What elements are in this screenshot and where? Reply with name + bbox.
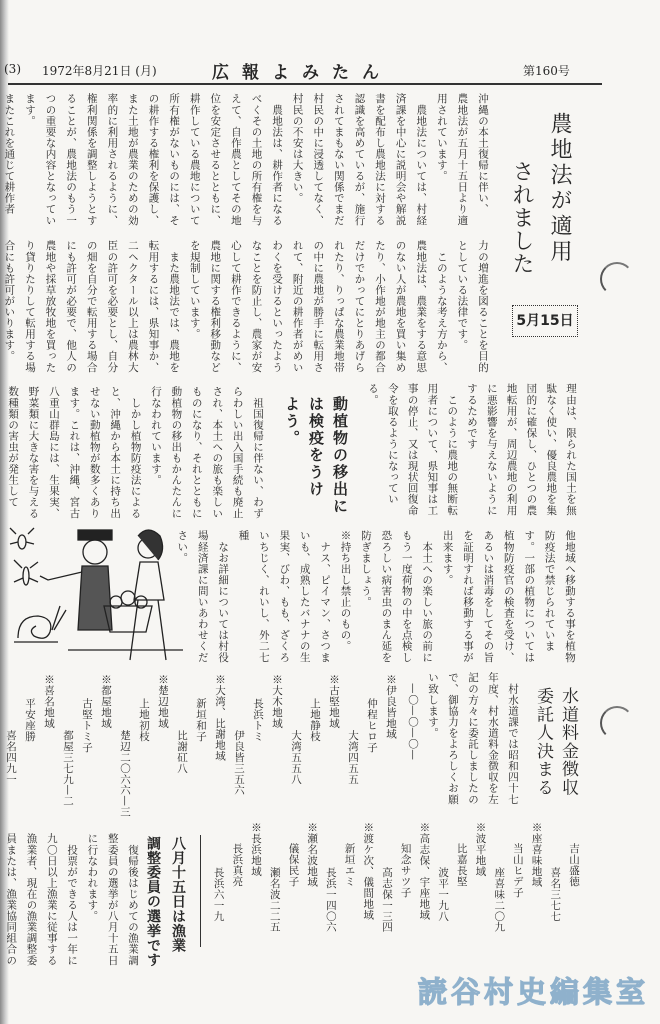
text-column: 済課を中心に説明会や解説: [394, 93, 407, 226]
headline-line: 動植物の移出に: [331, 396, 349, 515]
collector-list-b: [209, 822, 583, 952]
text-column: る。: [367, 383, 380, 406]
text-column: にも許可が必要で、他人の: [65, 240, 78, 373]
collector-area: ※長浜地域: [250, 822, 263, 877]
fishery-article-body: [1, 833, 143, 966]
text-column: ます。: [23, 93, 36, 127]
farmland-article-tier1: [0, 93, 493, 228]
text-column: 農地法は、耕作者になる: [271, 93, 284, 226]
text-column: いも、成熟したバナナの生: [298, 530, 311, 663]
text-column: 耕作している農地について: [188, 93, 201, 226]
farmland-article-tier2: [0, 240, 493, 375]
text-column: れたり、りっぱな農業地帯: [332, 240, 345, 373]
text-column: また農地法では、農地を: [168, 240, 181, 373]
text-column: の中に農地が勝手に転用さ: [312, 240, 325, 373]
collector-name: 平安座勝: [24, 698, 36, 742]
collector-name: 長浜トミ: [252, 698, 264, 742]
text-column: い致します。: [427, 672, 439, 739]
text-column: えて、自作農としてその地: [229, 93, 242, 226]
archive-watermark: 読谷村史編集室: [418, 975, 650, 1009]
text-column: に悪影響を与えないように: [485, 383, 498, 516]
text-column: このような考え方から、: [435, 240, 448, 373]
text-column: 野菜類に大きな害を与える: [27, 386, 40, 519]
headline-line: よう。: [283, 396, 301, 447]
insect-icon: [10, 528, 34, 549]
collector-list-a: [1, 674, 400, 824]
text-column: 年度、村水道料金徴収を左: [487, 672, 499, 805]
collector-name: 上地初枝: [138, 698, 150, 742]
issue-number: 第160号: [523, 64, 570, 78]
collector-name: 知念サツ子: [399, 843, 412, 898]
officer-figure: [40, 530, 112, 630]
collector-address: 喜名四九一: [5, 730, 17, 785]
text-column: 果実、びわ、もも、ざくろ: [278, 530, 291, 663]
collector-address: 伊良皆三五六: [233, 730, 245, 796]
page-number: (3): [4, 62, 21, 76]
text-column: ナス、ピイマン、さつま: [319, 530, 332, 663]
collector-area: ※都屋地域: [100, 674, 112, 729]
title-line: 水道料金徴収: [558, 687, 578, 797]
text-column: 農地法については、村経: [415, 93, 428, 226]
title-line: 農地法が適用: [547, 112, 572, 265]
quarantine-body-a: [3, 386, 268, 526]
text-column: 投票ができる人は一年に: [66, 833, 79, 966]
text-column: 復帰後はじめての漁業調: [127, 833, 139, 966]
text-column: 臣の許可を必要とし、自分: [106, 240, 119, 373]
text-column: と、沖縄から本土に持ち出: [109, 386, 122, 519]
text-column: 農地法は、農業をする意思: [415, 240, 428, 373]
newspaper-title: 広報よみたん: [212, 63, 392, 83]
farmland-article-title: [502, 112, 578, 275]
collector-area: ※古堅地域: [328, 674, 340, 729]
text-column: 村民の不安は大きい。: [291, 93, 304, 204]
collector-name: 長浜真亮: [231, 843, 244, 887]
text-column: の畑を自分で転用する場合: [85, 240, 98, 373]
text-column: 他地域へ移動する事を植物: [564, 530, 576, 663]
text-column: で、御協力をよろしくお願: [447, 672, 459, 805]
text-column: 地転用が、周辺農地の利用: [505, 383, 518, 516]
text-column: 認識を高めているが、施行: [353, 93, 366, 226]
text-column: 令を取るようになってい: [386, 383, 399, 505]
text-column: 率的に利用されるように、: [106, 93, 119, 226]
text-column: 二ヘクタール以上は農林大: [126, 240, 139, 373]
collector-address: 大湾四五五: [347, 730, 359, 785]
collector-address: 波平一九八: [437, 867, 450, 922]
text-column: 数種類の害虫が発生して: [7, 386, 20, 508]
text-column: り貸りたりして転用する場: [23, 240, 36, 373]
text-column: 事の停止、又は現状回復命: [406, 383, 419, 516]
farmland-article-tier3: [362, 383, 580, 523]
text-column: されてまもない関係でまだ: [332, 93, 345, 226]
text-column: ます。これは、沖縄、宮古: [68, 386, 81, 519]
collector-area: ※高志保、宇座地域: [418, 822, 431, 921]
text-column: ※持ち出し禁止のもの。: [339, 530, 352, 652]
collector-address: 比謝矼八: [176, 730, 188, 774]
text-column: 村水道課では昭和四十七: [507, 672, 519, 805]
insect-icon: [14, 560, 38, 585]
collector-address: 喜名三七七: [549, 867, 562, 922]
text-column: ものになり、それとともに: [190, 386, 203, 519]
text-column: このように農地の無断転: [446, 383, 459, 516]
title-line: 調整委員の選挙です: [145, 836, 161, 968]
text-column: 農地に関する権利移動など: [209, 240, 222, 373]
collector-area: ※瀬名波地域: [306, 822, 319, 888]
text-column: 本土への楽しい旅の前に: [421, 530, 434, 663]
collector-address: 都屋三七九—二: [62, 730, 74, 807]
text-column: 場経済課に問いあわせくだ: [196, 530, 209, 663]
collector-address: 高志保一三四: [380, 867, 393, 933]
text-column: 整委員の選挙が八月十五日: [106, 833, 119, 966]
text-column: 動植物の移出もかんたんに: [170, 386, 183, 519]
quarantine-headline: [280, 396, 352, 515]
text-column: つの重要な内容となってい: [44, 93, 57, 226]
text-column: れて、附近の耕作者がめい: [291, 240, 304, 373]
text-column: 九〇日以上漁業に従事する: [45, 833, 58, 966]
title-line: されました: [509, 160, 534, 275]
collector-name: 仲程ヒロ子: [366, 698, 378, 753]
collector-area: ※楚辺地域: [157, 674, 169, 729]
collector-name: 当山ヒデ子: [511, 843, 524, 898]
text-column: を証明すれば移動する事が: [461, 530, 474, 663]
text-column: また土地が農業のための効: [126, 93, 139, 226]
collector-name: 新垣エミ: [343, 843, 356, 887]
text-column: の耕作する権利を保護し、: [147, 93, 160, 226]
text-column: 行なわれています。: [149, 386, 162, 486]
collector-area: ※喜名地域: [43, 674, 55, 729]
collector-area: ※渡ケ次、儀間地域: [362, 822, 375, 921]
text-column: 団的に確保し、ひとつの農: [525, 383, 538, 516]
text-column: 位を安定させるとともに、: [209, 93, 222, 226]
text-column: 心して耕作できるように、: [229, 240, 242, 373]
issue-date: 1972年8月21日 (月): [42, 64, 157, 78]
collector-address: 座喜味二〇九: [493, 867, 506, 933]
text-column: たり、小作地が地主の都合: [374, 240, 387, 373]
text-column: 所有権がないものには、そ: [168, 93, 181, 226]
text-column: またこれを通じて耕作者: [3, 93, 16, 215]
collector-address: 大湾五五八: [290, 730, 302, 785]
fishery-article-title: [140, 836, 190, 967]
text-column: しかし植物防疫法による: [129, 386, 142, 519]
text-column: べくその土地の所有権を与: [250, 93, 263, 226]
text-column: なお詳細については村役: [217, 530, 230, 663]
text-column: 八重山群島には、生果実、: [47, 386, 60, 519]
text-column: 種: [237, 530, 250, 542]
collector-name: 古堅トミ子: [81, 698, 93, 753]
text-column: 農地や採草放牧地を買った: [44, 240, 57, 373]
text-column: いちじく、れいし、外二七: [257, 530, 270, 663]
text-column: 駄なく使い、優良農地を集: [545, 383, 558, 516]
text-column: ることが、農地法のもう一: [65, 93, 78, 226]
text-column: 力の増進を図ることを目的: [477, 240, 489, 373]
text-column: としている法律です。: [456, 240, 469, 351]
water-article-body: [403, 672, 523, 817]
collector-name: 上地静枝: [309, 698, 321, 742]
text-column: を規制しています。: [188, 240, 201, 340]
text-column: あるいは消毒をしてその旨: [482, 530, 495, 663]
text-column: —〇—〇—〇—: [407, 672, 419, 761]
text-column: 防ぎましょう。: [359, 530, 372, 608]
text-column: 記の方々に委託しましたの: [467, 672, 479, 805]
text-column: 書を配布し農地法に対する: [374, 93, 387, 226]
text-column: 農地法が五月十五日より適: [456, 93, 469, 226]
quarantine-body-b: [172, 530, 580, 670]
woman-figure: [130, 530, 166, 660]
punch-hole-mark: [600, 262, 634, 296]
text-column: のない人が農地を買い集め: [394, 240, 407, 373]
text-column: なことを防止し、農家が安: [250, 240, 263, 373]
header-rule: [8, 83, 602, 85]
headline-line: は検疫をうけ: [307, 396, 325, 498]
title-line: 委託人決まる: [533, 687, 553, 797]
text-column: 用されています。: [435, 93, 448, 182]
collector-area: ※大湾、比謝地域: [214, 674, 226, 762]
text-column: 植物防疫官の検査を受け、: [502, 530, 515, 663]
text-column: らわしい出入国手続も廃止: [231, 386, 244, 519]
text-column: 出来ます。: [441, 530, 454, 586]
text-column: さい。: [176, 530, 189, 564]
text-column: 理由は、限られた国土を無: [565, 383, 577, 516]
collector-address: 長浜一四〇六: [324, 867, 337, 933]
text-column: 漁業者、現在の漁業調整委: [25, 833, 38, 966]
collector-name: 吉山盛徳: [568, 843, 580, 887]
text-column: 用者について、県知事は工: [426, 383, 439, 516]
text-column: 沖縄の本土復帰に伴い、: [477, 93, 489, 215]
collector-name: 儀保民子: [287, 843, 300, 887]
text-column: 転用するには、県知事か、: [147, 240, 160, 373]
text-column: に行なわれます。: [86, 833, 99, 922]
collector-address: 楚辺二〇六六—三: [119, 730, 131, 818]
text-column: 恐ろしい病害虫のまん延を: [380, 530, 393, 663]
collector-area: ※伊良皆地域: [385, 674, 397, 740]
text-column: わくを受けるといったよう: [271, 240, 284, 373]
text-column: 祖国復帰に伴ない、わず: [252, 386, 264, 519]
text-column: だけでかってにとりあげら: [353, 240, 366, 373]
column-divider: [200, 835, 201, 947]
collector-address: 瀬名波二二五: [268, 867, 281, 933]
text-column: 権利関係を調整しようとす: [85, 93, 98, 226]
text-column: す。一部の植物については: [523, 530, 536, 663]
water-article-title: [530, 687, 580, 797]
collector-name: 比嘉長堅: [455, 843, 468, 887]
text-column: せない動植物が数多くあり: [88, 386, 101, 519]
title-line: 八月十五日は漁業: [170, 836, 186, 953]
collector-area: ※波平地域: [474, 822, 487, 877]
quarantine-illustration: [8, 520, 188, 670]
date-badge: 5月15日: [512, 305, 578, 337]
text-column: するためです: [466, 383, 479, 450]
text-column: 村民の中に浸透してなく、: [312, 93, 325, 226]
collector-address: 長浜六一九: [212, 867, 225, 922]
text-column: 員または、漁業協同組合の: [5, 833, 18, 966]
snail-icon: [14, 606, 66, 642]
text-column: 防疫法で禁じられていま: [543, 530, 556, 652]
collector-area: ※座喜味地域: [530, 822, 543, 888]
collector-name: 新垣和子: [195, 698, 207, 742]
punch-hole-mark: [600, 706, 634, 740]
text-column: 合にも許可がいります。: [3, 240, 16, 362]
collector-area: ※大木地域: [271, 674, 283, 729]
text-column: もう一度荷物の中を点検し: [400, 530, 413, 663]
text-column: され、本土への旅も楽しい: [211, 386, 224, 519]
